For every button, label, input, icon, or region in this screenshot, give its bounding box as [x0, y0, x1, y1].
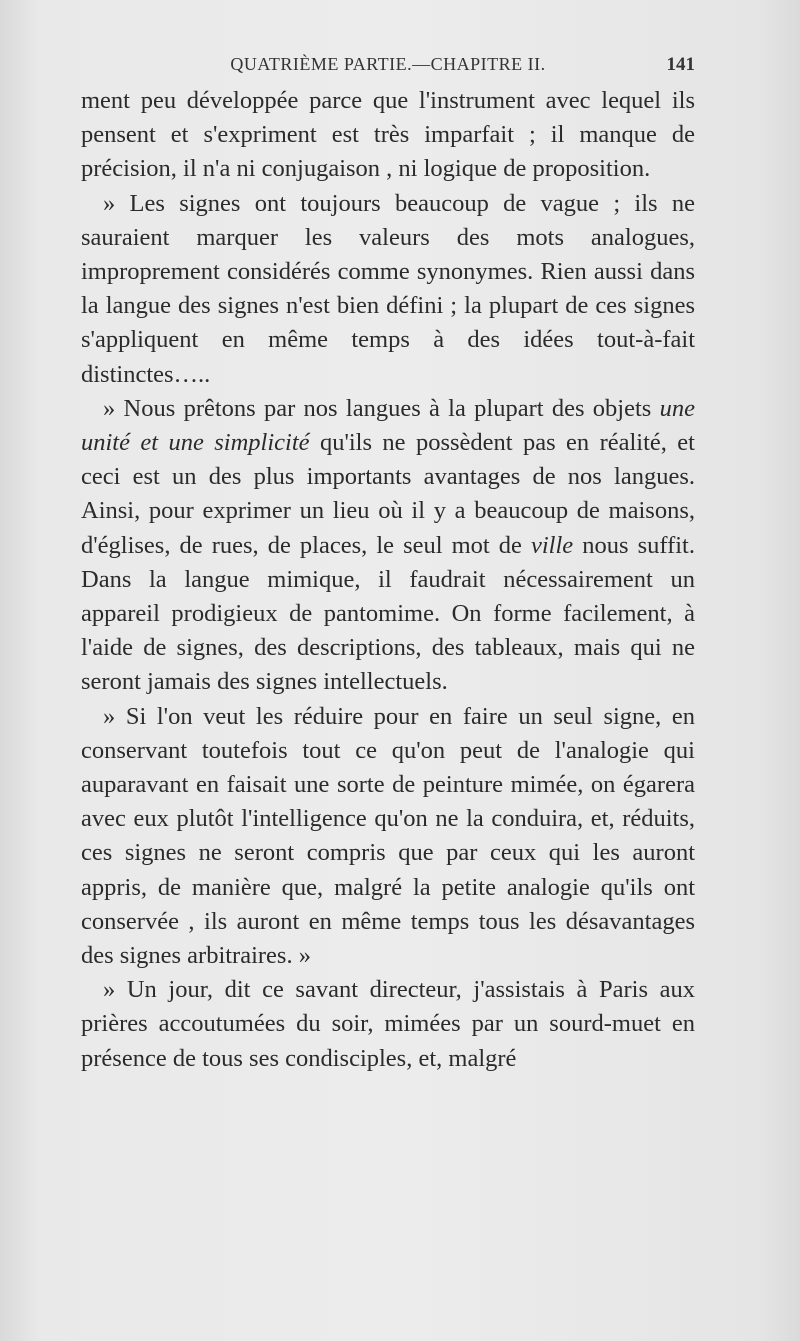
- paragraph-text: » Nous prêtons par nos langues à la plupart des objets: [103, 394, 660, 422]
- paragraph-text: qu'ils ne possèdent pas en réalité, et ceci est un des plus importants avantages de nos langues. Ainsi, pour exprimer un lieu où il y a beaucoup de maisons, d'églises, de rues, de places, le seul mot de: [81, 429, 695, 559]
- italic-word: ville: [531, 531, 574, 559]
- paragraph: [81, 392, 695, 700]
- paragraph-text: nous suffit. Dans la langue mimique, il faudrait nécessairement un appareil prodigieux de pantomime. On forme facilement, à l'aide de signes, des descriptions, des tableaux, mais qui ne seront jamais des signes intellectuels.: [81, 531, 695, 696]
- page-number: 141: [666, 54, 695, 75]
- paragraph: » Si l'on veut les réduire pour en faire un seul signe, en conservant toutefois tout ce qu'on peut de l'analogie qui auparavant en faisait une sorte de peinture mimée, on égarera avec eux plutôt l'intelligence qu'on ne la conduira, et, réduits, ces signes ne seront compris que par ceux qui les auront appris, de manière que, malgré la petite analogie qu'ils ont conservée , ils auront en même temps tous les désavantages des signes arbitraires. »: [81, 702, 695, 970]
- running-head: QUATRIÈME PARTIE.—CHAPITRE II.: [230, 54, 546, 74]
- paragraph: » Un jour, dit ce savant directeur, j'assistais à Paris aux prières accoutumées du soir, mimées par un sourd-muet en présence de tous ses condisciples, et, malgré: [81, 976, 695, 1072]
- paragraph: ment peu développée parce que l'instrument avec lequel ils pensent et s'expriment est très imparfait ; il manque de précision, il n'a ni conjugaison , ni logique de proposition.: [81, 87, 695, 183]
- page-header: [81, 54, 695, 82]
- paragraph: » Les signes ont toujours beaucoup de vague ; ils ne sauraient marquer les valeurs des mots analogues, improprement considérés comme synonymes. Rien aussi dans la langue des signes n'est bien défini ; la plupart de ces signes s'appliquent en même temps à des idées tout-à-fait distinctes…..: [81, 189, 695, 388]
- italic-phrase: une unité et une simplicité: [81, 394, 695, 457]
- body-text: [81, 84, 695, 1076]
